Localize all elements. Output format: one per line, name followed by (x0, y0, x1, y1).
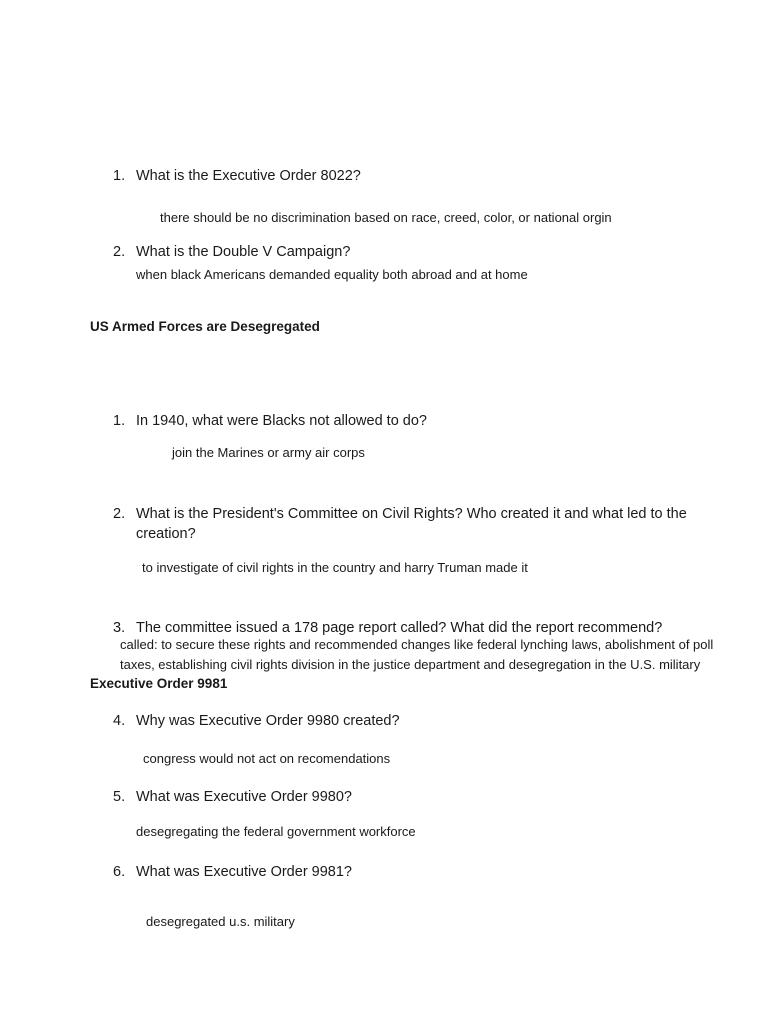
question-text: What is the Executive Order 8022? (136, 168, 361, 184)
answer-text: congress would not act on recomendations (143, 751, 391, 766)
question-number: 5. (113, 789, 126, 805)
question-text: Why was Executive Order 9980 created? (136, 713, 400, 729)
answer-text: desegregating the federal government workforce (136, 824, 416, 839)
question-text: In 1940, what were Blacks not allowed to do? (136, 413, 427, 429)
question-number: 6. (113, 864, 126, 880)
answer-text: when black Americans demanded equality both abroad and at home (136, 267, 528, 282)
question-number: 2. (113, 244, 126, 260)
answer-text: to investigate of civil rights in the country and harry Truman made it (142, 560, 528, 575)
question-number: 3. (113, 620, 126, 636)
answer-text: there should be no discrimination based on race, creed, color, or national orgin (160, 210, 612, 225)
question-text: What was Executive Order 9980? (136, 789, 352, 805)
question-text: What is the Double V Campaign? (136, 244, 351, 260)
answer-text-line: called: to secure these rights and recommended changes like federal lynching laws, abolishment of poll (120, 637, 714, 652)
section-heading: Executive Order 9981 (90, 676, 228, 691)
question-number: 2. (113, 506, 126, 522)
question-number: 1. (113, 168, 126, 184)
section-heading: US Armed Forces are Desegregated (90, 319, 320, 334)
question-text-line: What is the President's Committee on Civil Rights? Who created it and what led to the (136, 506, 687, 522)
answer-text: join the Marines or army air corps (172, 445, 365, 460)
question-number: 1. (113, 413, 126, 429)
question-text-line: creation? (136, 526, 196, 542)
question-text: What was Executive Order 9981? (136, 864, 352, 880)
question-number: 4. (113, 713, 126, 729)
question-text: The committee issued a 178 page report called? What did the report recommend? (136, 620, 663, 636)
answer-text-line: taxes, establishing civil rights division in the justice department and desegregation in the U.S. military (120, 657, 701, 672)
answer-text: desegregated u.s. military (146, 914, 295, 929)
